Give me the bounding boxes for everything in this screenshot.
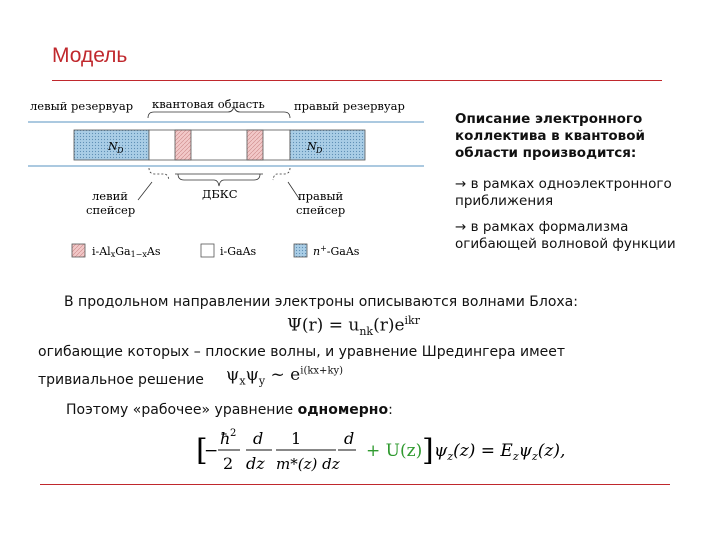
svg-text:[: [: [196, 433, 208, 468]
svg-text:D: D: [316, 146, 323, 155]
svg-text:ħ: ħ: [220, 429, 231, 448]
svg-text:2: 2: [223, 454, 234, 473]
legend-ngaas-label: n+-GaAs: [313, 244, 360, 258]
body-line-3: тривиальное решение: [38, 372, 204, 388]
legend-gaas-label: i-GaAs: [220, 245, 257, 258]
svg-text:m*(z) dz: m*(z) dz: [276, 455, 340, 473]
svg-text:спейсер: спейсер: [296, 203, 346, 217]
title-divider: [52, 80, 662, 81]
body-line-4: Поэтому «рабочее» уравнение одномерно:: [66, 402, 393, 418]
svg-text:−: −: [204, 441, 219, 461]
svg-text:2: 2: [230, 428, 237, 439]
left-reservoir-label: левый резервуар: [30, 99, 134, 113]
bullet-2: → в рамках формализма огибающей волновой функции: [455, 219, 676, 252]
schrodinger-equation: [196, 422, 576, 480]
svg-text:dz: dz: [246, 454, 265, 473]
bullet-1: → в рамках одноэлектронного приближения: [455, 176, 672, 209]
arrow-right-icon: →: [455, 176, 471, 192]
svg-text:D: D: [117, 146, 124, 155]
legend-algaas-swatch: [72, 244, 85, 257]
nd-left-label: N: [108, 140, 118, 153]
legend-algaas-label: i-AlxGa1−xAs: [92, 245, 161, 259]
body-line-2: огибающие которых – плоские волны, и уравнение Шредингера имеет: [38, 344, 566, 360]
trivial-solution-formula: $\psi_x\psi_y$ ~ $e^{i(kx+ky)}$: [226, 365, 344, 388]
slide-title: Модель: [52, 44, 128, 67]
svg-text:]: ]: [422, 433, 434, 468]
body-line-1: В продольном направлении электроны описываются волнами Блоха:: [64, 294, 578, 310]
nd-right-label: N: [307, 140, 317, 153]
right-reservoir-label: правый резервуар: [294, 99, 405, 113]
arrow-right-icon: →: [455, 219, 471, 235]
dbks-label: ДБКС: [202, 187, 238, 201]
legend-gaas-swatch: [201, 244, 214, 257]
right-panel-heading: Описание электронного коллектива в квантовой области производится:: [455, 111, 645, 161]
quantum-region-label: квантовая область: [152, 97, 265, 111]
svg-text:d: d: [253, 429, 264, 448]
svg-text:d: d: [344, 429, 355, 448]
right-spacer-label: правый: [298, 189, 344, 203]
left-spacer-label: левий: [92, 189, 128, 203]
svg-text:ψz(z) = Ezψz(z),: $\psi_z(z) = E_z\psi_z(z)$,: [434, 441, 566, 463]
legend-ngaas-swatch: [294, 244, 307, 257]
svg-text:спейсер: спейсер: [86, 203, 136, 217]
svg-text:1: 1: [291, 429, 302, 448]
svg-text:+ U(z): + U(z): [366, 441, 423, 461]
bloch-formula: $\Psi(r) = u_{nk}(r)e^{ikr}$: [287, 314, 420, 339]
heterostructure-diagram: [28, 96, 424, 264]
bottom-divider: [40, 484, 670, 485]
